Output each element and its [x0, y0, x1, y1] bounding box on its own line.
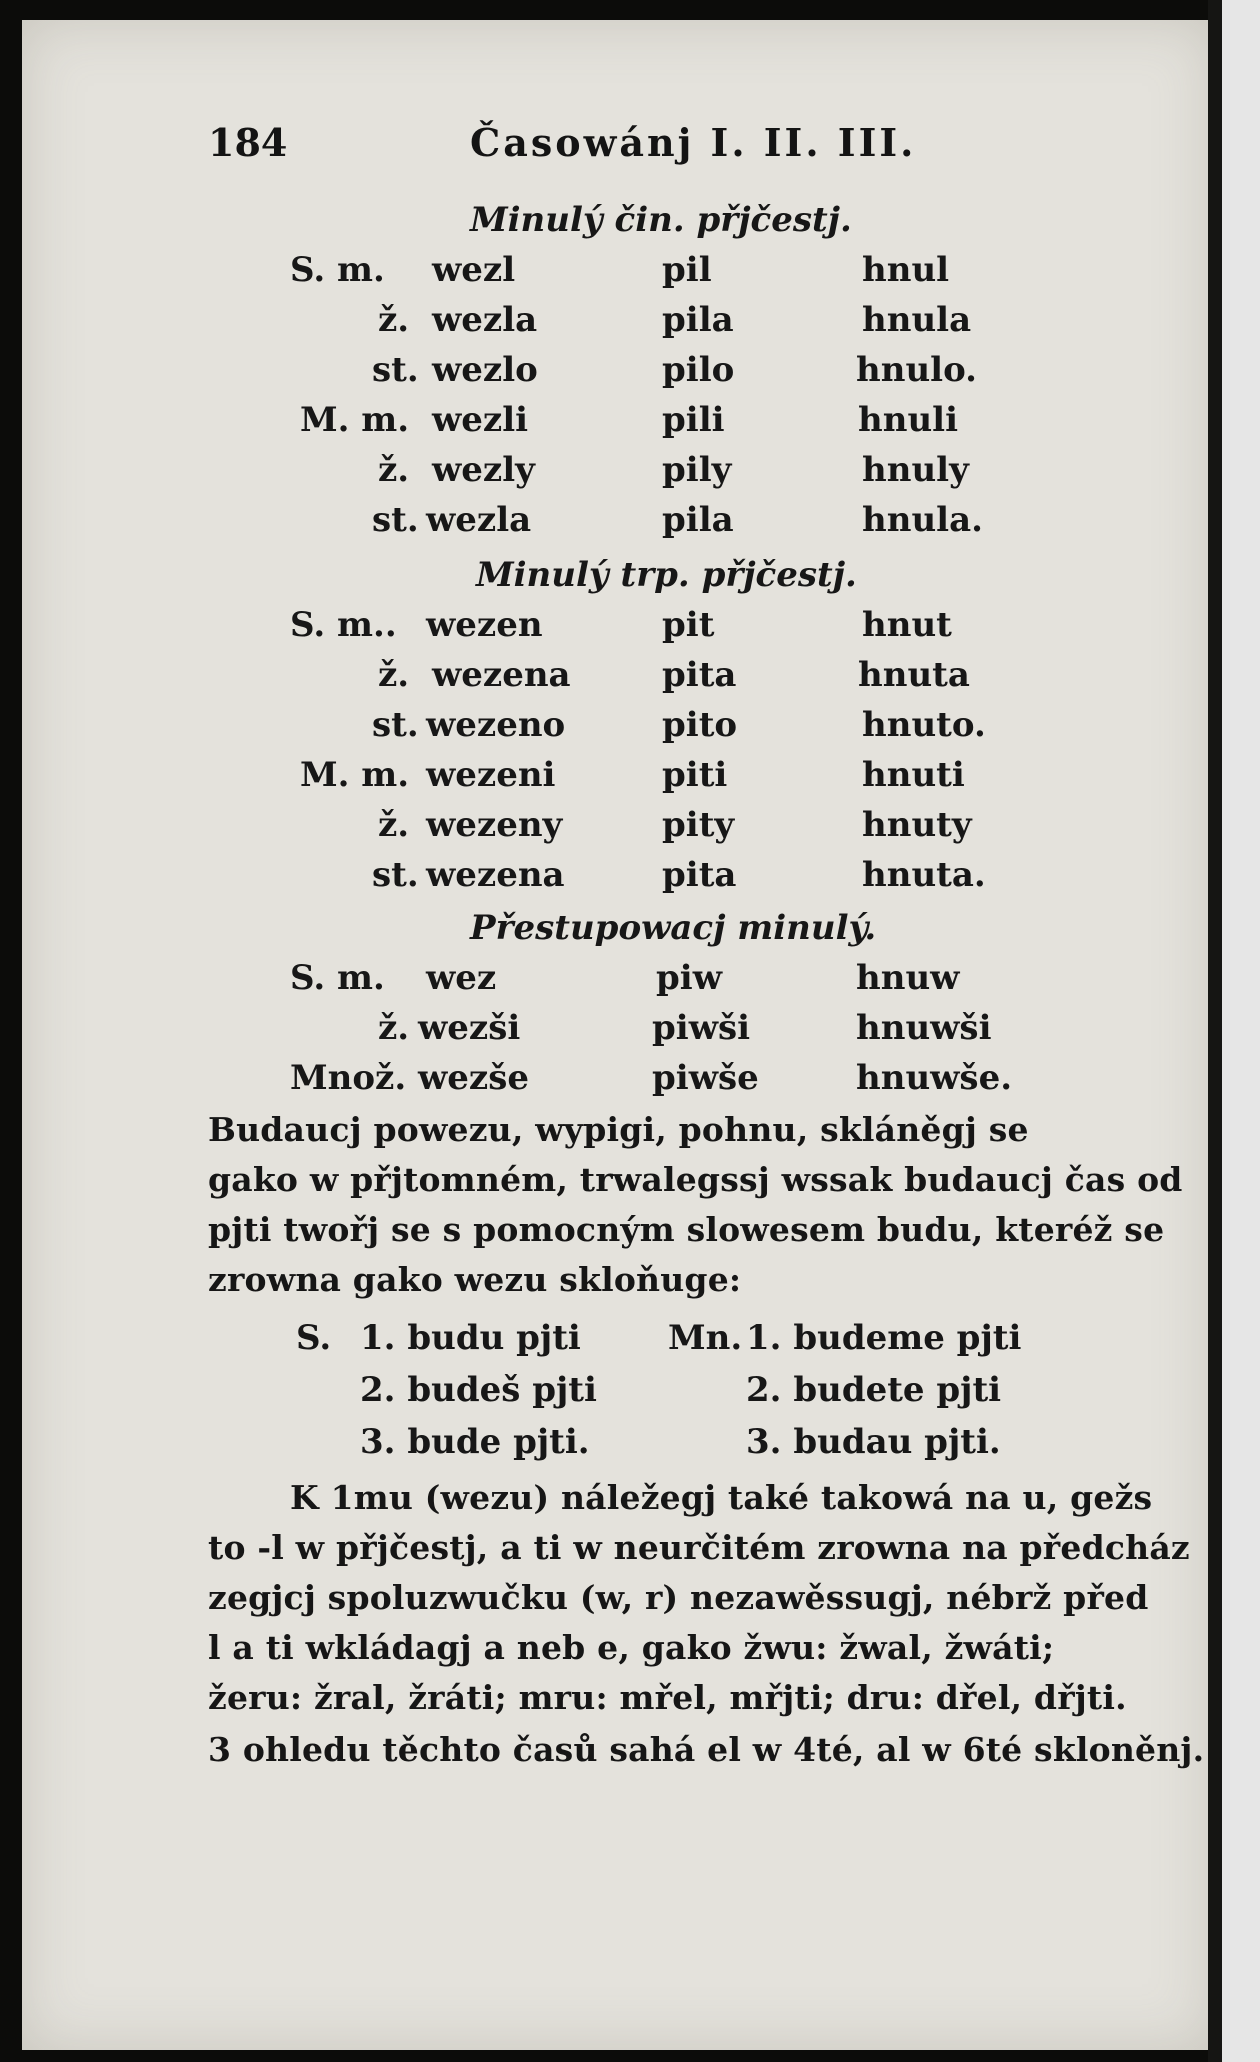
table-row: 3. budau pjti. [746, 1422, 1001, 1462]
table-row: 2. budeš pjti [360, 1370, 597, 1410]
running-title: Časowánj I. II. III. [470, 120, 917, 165]
page-shadow [1208, 0, 1222, 2062]
table-row: 2. budete pjti [746, 1370, 1002, 1410]
table-row: 1. budeme pjti [746, 1318, 1022, 1358]
table-row: 3. bude pjti. [360, 1422, 590, 1462]
section-title-past-active: Minulý čin. přjčestj. [470, 200, 852, 240]
section-title-transgressive: Přestupowacj minulý. [470, 908, 877, 948]
plural-label: Mn. [668, 1318, 743, 1358]
singular-label: S. [296, 1318, 332, 1358]
section-title-past-passive: Minulý trp. přjčestj. [476, 555, 857, 595]
scan-margin [1222, 0, 1260, 2062]
page-number: 184 [208, 120, 288, 165]
table-row: 1. budu pjti [360, 1318, 581, 1358]
